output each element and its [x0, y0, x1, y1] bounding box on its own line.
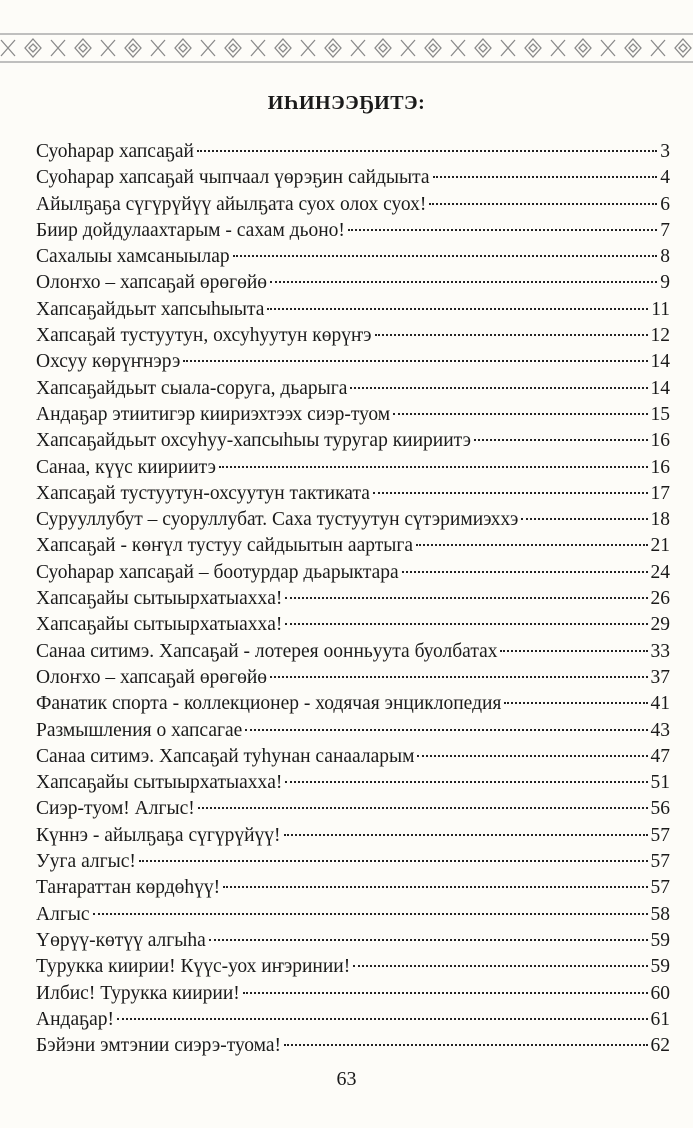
toc-entry — [36, 533, 670, 559]
toc-entry — [36, 481, 670, 507]
toc-entry-title: Үөрүү-көтүү алгыһа — [36, 929, 206, 951]
toc-entry — [36, 455, 670, 481]
table-of-contents-heading: ИҺИНЭЭҔИТЭ: — [267, 92, 426, 114]
toc-entry — [36, 270, 670, 296]
toc-entry — [36, 244, 670, 270]
toc-entry-title: Суоһарар хапсаҕай чыпчаал үөрэҕин сайдыыта — [36, 167, 430, 189]
dot-leader — [139, 860, 648, 862]
toc-entry — [36, 770, 670, 796]
toc-entry-title: Күннэ - айылҕаҕа сүгүрүйүү! — [36, 824, 281, 846]
toc-entry-page: 17 — [650, 482, 670, 504]
dot-leader — [402, 571, 648, 573]
toc-entry-page: 56 — [650, 798, 670, 820]
toc-entry-page: 4 — [660, 167, 670, 189]
toc-entry — [36, 849, 670, 875]
toc-entry-page: 57 — [650, 824, 670, 846]
toc-entry-page: 41 — [650, 693, 670, 715]
toc-entry-title: Хапсаҕайдьыт хапсыһыыта — [36, 298, 265, 320]
dot-leader — [267, 308, 648, 310]
toc-entry-title: Санаа ситимэ. Хапсаҕай - лотерея оонньуута буолбатах — [36, 640, 498, 662]
toc-entry-title: Андаҕар! — [36, 1008, 115, 1030]
toc-entry-page: 59 — [650, 956, 670, 978]
toc-entry-page: 16 — [650, 430, 670, 452]
toc-entry — [36, 1007, 670, 1033]
dot-leader — [353, 965, 647, 967]
toc-entry — [36, 718, 670, 744]
toc-entry-page: 8 — [660, 246, 670, 268]
toc-entry — [36, 323, 670, 349]
toc-entry-title: Сиэр-туом! Алгыс! — [36, 798, 195, 820]
toc-entry-title: Фанатик спорта - коллекционер - ходячая энциклопедия — [36, 693, 502, 715]
toc-entry — [36, 192, 670, 218]
dot-leader — [504, 702, 647, 704]
toc-entry-page: 57 — [650, 851, 670, 873]
toc-entry-page: 57 — [650, 877, 670, 899]
toc-entry-title: Сурууллубут – суоруллубат. Саха тустуутун сүтэримиэххэ — [36, 509, 519, 531]
toc-entry — [36, 349, 670, 375]
dot-leader — [393, 413, 647, 415]
toc-entry-page: 47 — [650, 745, 670, 767]
toc-entry-title: Хапсаҕайы сытыырхатыаххa! — [36, 614, 283, 636]
toc-entry — [36, 665, 670, 691]
dot-leader — [350, 387, 647, 389]
toc-entry-title: Таҥараттан көрдөһүү! — [36, 877, 221, 899]
dot-leader — [270, 676, 647, 678]
toc-entry-page: 24 — [650, 561, 670, 583]
toc-entry-title: Санаа ситимэ. Хапсаҕай туһунан санааларым — [36, 745, 415, 767]
dot-leader — [93, 913, 648, 915]
toc-entry-page: 3 — [660, 141, 670, 162]
toc-entry — [36, 165, 670, 191]
toc-entry — [36, 902, 670, 928]
toc-entry-page: 16 — [650, 456, 670, 478]
toc-entry-page: 60 — [650, 982, 670, 1004]
toc-entry-title: Хапсаҕайдьыт охсуһуу-хапсыһыы туругар киириитэ — [36, 430, 472, 452]
toc-entry-title: Хапсаҕай тустуутун-охсуутун тактиката — [36, 482, 370, 504]
dot-leader — [285, 781, 647, 783]
dot-leader — [197, 150, 657, 152]
toc-entry — [36, 796, 670, 822]
toc-entry-title: Хапсаҕайы сытыырхатыаххa! — [36, 588, 283, 610]
dot-leader — [223, 886, 647, 888]
toc-entry — [36, 507, 670, 533]
toc-entry — [36, 691, 670, 717]
dot-leader — [245, 729, 647, 731]
dot-leader — [417, 755, 647, 757]
toc-entry-page: 58 — [650, 903, 670, 925]
dot-leader — [209, 939, 648, 941]
toc-entry-title: Размышления о хапсагае — [36, 719, 243, 741]
toc-entry-page: 62 — [650, 1035, 670, 1057]
toc-entry-title: Биир дойдулаахтарым - сахам дьоно! — [36, 219, 345, 241]
toc-entry-title: Хапсаҕайы сытыырхатыаххa! — [36, 772, 283, 794]
toc-entry — [36, 744, 670, 770]
toc-entry-page: 15 — [650, 403, 670, 425]
dot-leader — [198, 807, 648, 809]
toc-entry-page: 51 — [650, 772, 670, 794]
toc-entry-page: 14 — [650, 377, 670, 399]
toc-entry — [36, 875, 670, 901]
dot-leader — [284, 1044, 647, 1046]
dot-leader — [433, 176, 658, 178]
toc-entry-page: 33 — [650, 640, 670, 662]
toc-entry-page: 43 — [650, 719, 670, 741]
decorative-border-ornament — [0, 30, 693, 66]
dot-leader — [285, 623, 647, 625]
dot-leader — [284, 834, 648, 836]
toc-entry — [36, 297, 670, 323]
toc-entry — [36, 139, 670, 165]
toc-entry — [36, 376, 670, 402]
toc-entry-title: Турукка киирии! Күүс-уох иҥэринии! — [36, 956, 351, 978]
dot-leader — [183, 360, 647, 362]
toc-entry-title: Хапсаҕай тустуутун, охсуһуутун көрүҥэ — [36, 325, 372, 347]
toc-entry-title: Алгыс — [36, 903, 90, 925]
toc-entry-page: 29 — [650, 614, 670, 636]
toc-entry-page: 11 — [651, 298, 670, 320]
toc-entry — [36, 823, 670, 849]
toc-entry-title: Охсуу көрүҥнэрэ — [36, 351, 181, 373]
toc-entry — [36, 639, 670, 665]
dot-leader — [270, 281, 657, 283]
toc-entry-page: 12 — [650, 325, 670, 347]
toc-entry-page: 18 — [650, 509, 670, 531]
toc-entry-title: Айылҕаҕа сүгүрүйүү айылҕата суох олох суох! — [36, 193, 427, 215]
dot-leader — [219, 466, 647, 468]
toc-entry-title: Хапсаҕайдьыт сыала-соруга, дьарыга — [36, 377, 348, 399]
dot-leader — [474, 439, 647, 441]
dot-leader — [117, 1018, 647, 1020]
toc-entry-page: 9 — [660, 272, 670, 294]
toc-entry-page: 37 — [650, 666, 670, 688]
page-number: 63 — [336, 1068, 357, 1090]
toc-entry — [36, 928, 670, 954]
toc-entry-title: Ууга алгыс! — [36, 851, 136, 873]
toc-entry-page: 59 — [650, 929, 670, 951]
toc-entry — [36, 218, 670, 244]
dot-leader — [416, 544, 647, 546]
toc-entry-title: Суоһарар хапсаҕай — [36, 141, 194, 162]
table-of-contents — [36, 139, 670, 1059]
toc-entry-title: Санаа, күүс киириитэ — [36, 456, 217, 478]
toc-entry — [36, 612, 670, 638]
dot-leader — [429, 203, 657, 205]
toc-entry — [36, 428, 670, 454]
toc-entry-page: 14 — [650, 351, 670, 373]
toc-entry-page: 6 — [660, 193, 670, 215]
dot-leader — [285, 597, 647, 599]
dot-leader — [348, 229, 657, 231]
toc-entry — [36, 560, 670, 586]
dot-leader — [375, 334, 648, 336]
toc-entry-title: Илбис! Турукка киирии! — [36, 982, 240, 1004]
dot-leader — [521, 518, 647, 520]
dot-leader — [233, 255, 658, 257]
toc-entry — [36, 402, 670, 428]
toc-entry-title: Сахалыы хамсаныылар — [36, 246, 230, 268]
toc-entry-page: 7 — [660, 219, 670, 241]
toc-entry-page: 61 — [650, 1008, 670, 1030]
toc-entry-title: Олоҥхо – хапсаҕай өрөгөйө — [36, 272, 268, 294]
toc-entry-page: 26 — [650, 588, 670, 610]
toc-entry — [36, 954, 670, 980]
toc-entry — [36, 586, 670, 612]
dot-leader — [243, 992, 648, 994]
toc-entry-page: 21 — [650, 535, 670, 557]
toc-entry — [36, 981, 670, 1007]
toc-entry — [36, 1033, 670, 1059]
toc-entry-title: Олоҥхо – хапсаҕай өрөгөйө — [36, 666, 268, 688]
toc-entry-title: Бэйэни эмтэнии сиэрэ-туома! — [36, 1035, 282, 1057]
dot-leader — [373, 492, 648, 494]
toc-entry-title: Андаҕар этиитигэр киириэхтээх сиэр-туом — [36, 403, 391, 425]
dot-leader — [500, 650, 647, 652]
toc-entry-title: Хапсаҕай - көҥүл тустуу сайдыытын аартыга — [36, 535, 414, 557]
toc-entry-title: Суоһарар хапсаҕай – боотурдар дьарыктара — [36, 561, 399, 583]
